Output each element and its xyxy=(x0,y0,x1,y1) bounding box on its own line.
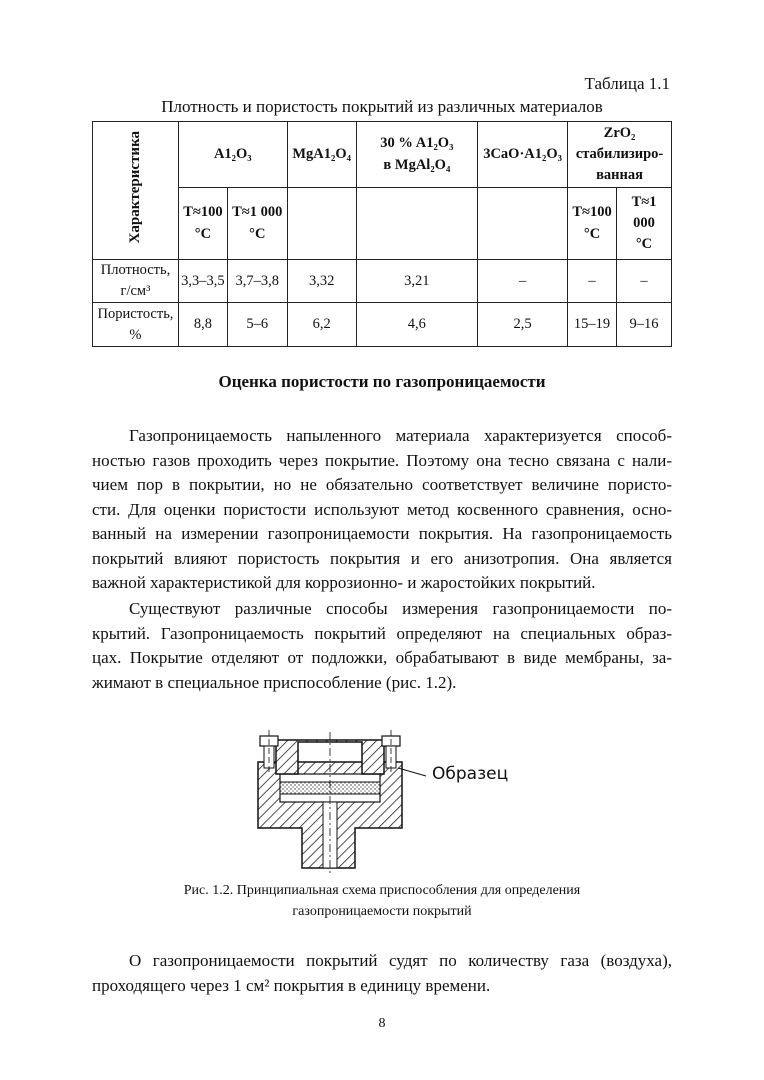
paragraph-line: ностью газов проходить через покрытие. Поэтому она тесно связана с нали- xyxy=(92,450,672,470)
row-label: Плотность, г/см³ xyxy=(93,260,179,303)
cao-header: 3CaO·A1₂O₃ xyxy=(478,122,568,188)
al2o3-header: A1₂O₃ xyxy=(178,122,287,188)
table-cell: – xyxy=(617,260,672,303)
empty-cell xyxy=(356,188,478,260)
al2o3-t1000-header: T≈1 000 °C xyxy=(227,188,287,260)
table-cell: 9–16 xyxy=(617,303,672,347)
fixture-diagram xyxy=(250,728,430,873)
paragraph-line: проходящего через 1 см² покрытия в единицу времени. xyxy=(92,975,491,995)
paragraph-line: жимают в специальное приспособление (рис. 1.2). xyxy=(92,672,457,692)
table-cell: 4,6 xyxy=(356,303,478,347)
table-cell: 2,5 xyxy=(478,303,568,347)
zro2-header: ZrO₂ стабилизиро- ванная xyxy=(568,122,672,188)
paragraph-line: важной характеристикой для коррозионно- и жаростойких покрытий. xyxy=(92,573,596,592)
table-caption: Плотность и пористость покрытий из различных материалов xyxy=(161,97,603,116)
paragraph-line: покрытий влияют пористость покрытия и его анизотропия. Она является xyxy=(92,548,672,568)
zro2-t100-header: T≈100 °C xyxy=(568,188,617,260)
table-cell: 6,2 xyxy=(287,303,356,347)
table-cell: – xyxy=(568,260,617,303)
density-porosity-table xyxy=(92,121,672,347)
section-title: Оценка пористости по газопроницаемости xyxy=(218,372,546,391)
paragraph-line: Существуют различные способы измерения газопроницаемости по- xyxy=(129,599,672,618)
row-label: Пористость, % xyxy=(93,303,179,347)
mix-header: 30 % A1₂O₃ в MgAl₂O₄ xyxy=(356,122,478,188)
characteristic-header: Характеристика xyxy=(93,122,179,260)
paragraph-line: О газопроницаемости покрытий судят по количеству газа (воздуха), xyxy=(129,951,672,970)
paragraph-line: цах. Покрытие отделяют от подложки, обрабатывают в виде мембраны, за- xyxy=(92,648,672,667)
table-cell: 3,7–3,8 xyxy=(227,260,287,303)
figure-caption: Рис. 1.2. Принципиальная схема приспособления для определения газопроницаемости покрытий xyxy=(183,883,581,919)
empty-cell xyxy=(478,188,568,260)
table-cell: 3,3–3,5 xyxy=(178,260,227,303)
table-cell: 5–6 xyxy=(227,303,287,347)
table-cell: 15–19 xyxy=(568,303,617,347)
table-cell: 8,8 xyxy=(178,303,227,347)
paragraph-2 xyxy=(92,597,672,695)
paragraph-1 xyxy=(92,424,672,596)
empty-cell xyxy=(287,188,356,260)
paragraph-line: крытий. Газопроницаемость покрытий определяют на специальных образ- xyxy=(92,623,672,643)
page-number: 8 xyxy=(378,1016,386,1031)
table-cell: – xyxy=(478,260,568,303)
table-cell: 3,32 xyxy=(287,260,356,303)
paragraph-line: Газопроницаемость напыленного материала характеризуется способ- xyxy=(129,426,672,445)
paragraph-line: сти. Для оценки пористости используют метод косвенного сравнения, осно- xyxy=(92,499,672,519)
sample-label: Образец xyxy=(432,764,509,784)
paragraph-line: ванный на измерении газопроницаемости покрытия. На газопроницаемость xyxy=(92,524,672,543)
mgal2o4-header: MgA1₂O₄ xyxy=(287,122,356,188)
table-number: Таблица 1.1 xyxy=(584,74,670,93)
al2o3-t100-header: T≈100 °C xyxy=(178,188,227,260)
zro2-t1000-header: T≈1 000 °C xyxy=(617,188,672,260)
table-row xyxy=(93,303,672,347)
paragraph-line: чием пор в покрытии, но не обязательно соответствует величине пористо- xyxy=(92,475,672,494)
paragraph-3 xyxy=(92,949,672,998)
table-cell: 3,21 xyxy=(356,260,478,303)
table-row xyxy=(93,260,672,303)
